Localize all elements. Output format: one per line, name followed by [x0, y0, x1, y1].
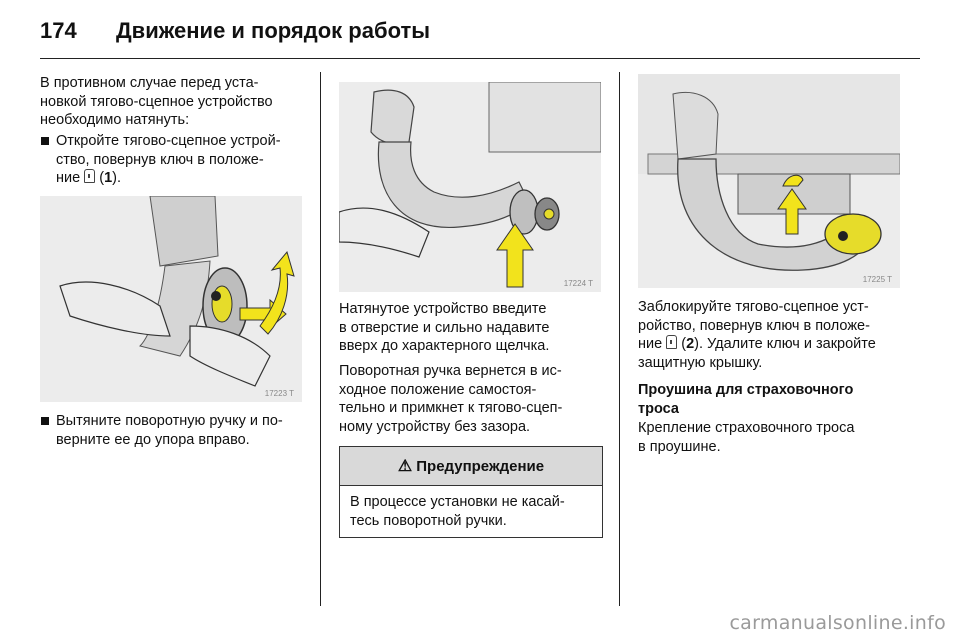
text-line: ройство, повернув ключ в положе-: [638, 317, 870, 334]
text-line: Крепление страховочного троса: [638, 420, 855, 436]
text-line: тесь поворотной ручки.: [350, 512, 507, 529]
figure-code: 17224 T: [563, 279, 593, 288]
text-line: Откройте тягово-сцепное устрой-: [56, 133, 281, 149]
text-line: необходимо натянуть:: [40, 112, 190, 128]
col3-para-2: [638, 419, 908, 456]
warning-header: [340, 447, 602, 486]
text-fragment: ние: [638, 336, 663, 352]
col1-intro: [40, 74, 315, 130]
reference-number: 2: [686, 336, 695, 352]
page-title: Движение и порядок работы: [116, 18, 431, 43]
heading-line: троса: [638, 400, 679, 417]
text-line: ходное положение самостоя-: [339, 381, 537, 398]
warning-box: [339, 446, 603, 538]
page-header: [40, 18, 920, 48]
header-rule: [40, 58, 920, 59]
col1-bullet-1: [40, 132, 336, 188]
figure-code: 17225 T: [862, 275, 892, 284]
col3-para-1: [638, 298, 928, 372]
figure-insert-coupling-illustration: [339, 82, 601, 292]
key-unlocked-icon: [84, 169, 95, 183]
text-line: защитную крышку.: [638, 354, 763, 371]
text-line: Вытяните поворотную ручку и по-: [56, 413, 283, 429]
text-line: вверх до характерного щелчка.: [339, 338, 550, 354]
text-line: ство, повернув ключ в положе-: [56, 151, 264, 168]
heading-line: Проушина для страховочного: [638, 382, 854, 398]
text-line: Заблокируйте тягово-сцепное уст-: [638, 299, 869, 315]
watermark: carmanualsonline.info: [729, 612, 946, 634]
text-line: ние (1).: [56, 170, 121, 186]
text-line: В процессе установки не касай-: [350, 494, 565, 510]
figure-code: 17223 T: [264, 389, 294, 398]
warning-title: Предупреждение: [416, 457, 545, 475]
warning-body: [340, 486, 602, 537]
page-number: 174: [40, 18, 77, 43]
text-line: Поворотная ручка вернется в ис-: [339, 363, 562, 379]
text-fragment: ).: [112, 170, 121, 186]
reference-number: 1: [104, 170, 113, 186]
text-line: тельно и примкнет к тягово-сцеп-: [339, 400, 563, 416]
figure-lock-coupling: [638, 74, 900, 288]
text-line: В противном случае перед уста-: [40, 75, 259, 91]
figure-lock-coupling-illustration: [638, 74, 900, 288]
column-divider-right: [619, 72, 620, 606]
col2-para-2: [339, 362, 609, 436]
figure-insert-coupling: [339, 82, 601, 292]
text-line: ние (2). Удалите ключ и закройте: [638, 336, 876, 352]
text-fragment: ние: [56, 170, 81, 186]
warning-triangle-icon: ⚠: [397, 458, 413, 475]
bullet-square-icon: [41, 137, 49, 145]
text-line: новкой тягово-сцепное устройство: [40, 93, 273, 110]
key-locked-icon: [666, 335, 677, 349]
text-fragment: ). Удалите ключ и закройте: [694, 336, 876, 352]
col2-para-1: [339, 300, 609, 356]
text-line: в отверстие и сильно надавите: [339, 319, 550, 336]
figure-pull-knob-illustration: [40, 196, 302, 402]
figure-pull-knob: [40, 196, 302, 402]
text-line: верните ее до упора вправо.: [56, 431, 250, 448]
text-line: ному устройству без зазора.: [339, 418, 531, 435]
col1-bullet-2: [40, 412, 336, 449]
bullet-square-icon: [41, 417, 49, 425]
section-heading: [638, 381, 908, 418]
text-line: в проушине.: [638, 438, 721, 455]
text-line: Натянутое устройство введите: [339, 301, 547, 317]
